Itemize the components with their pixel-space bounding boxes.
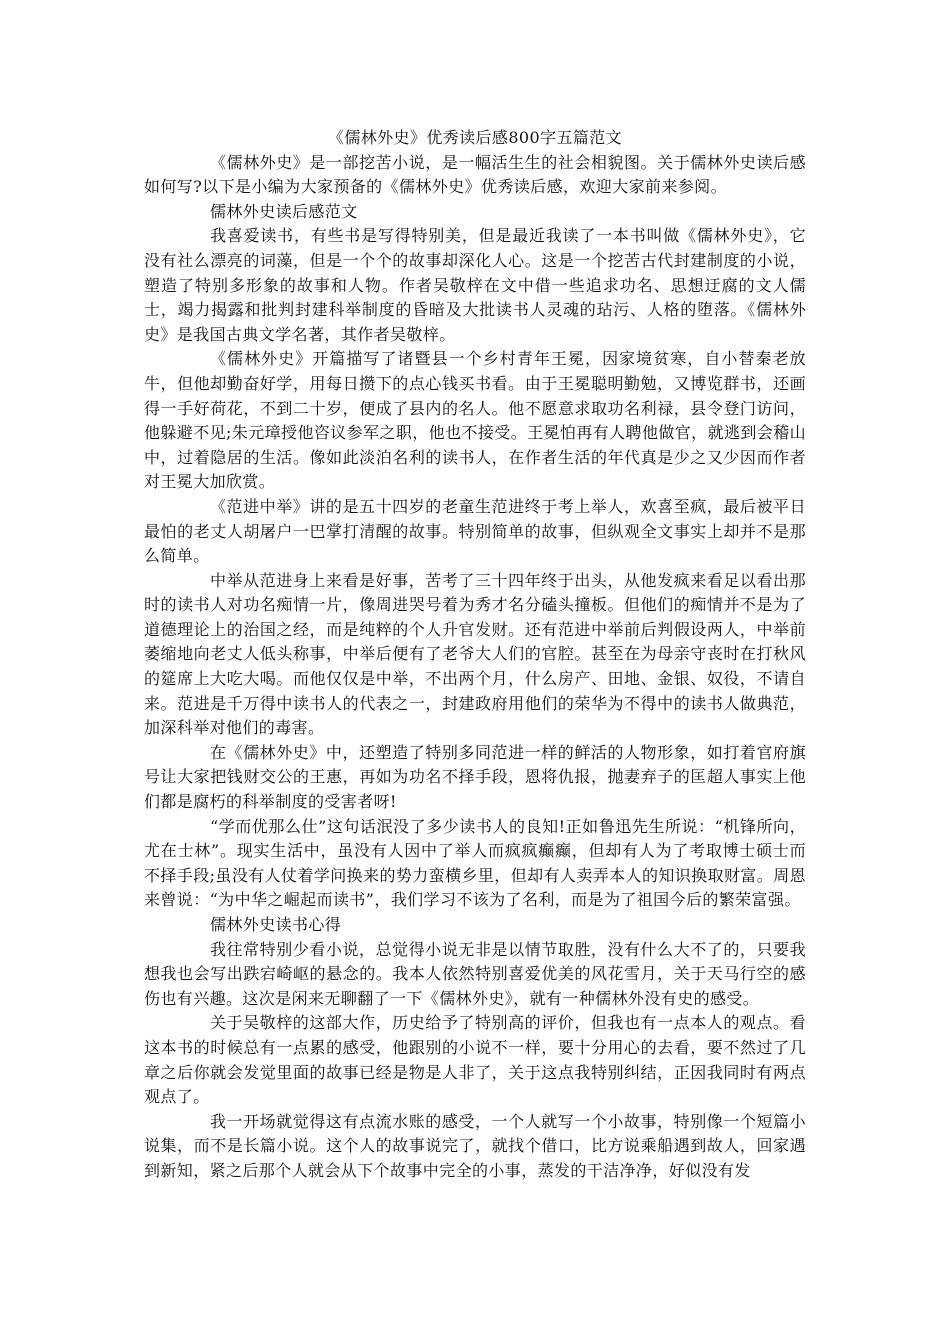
paragraph: 在《儒林外史》中，还塑造了特别多同范进一样的鲜活的人物形象，如打着官府旗号让大家把钱财交公的王惠，再如为功名不择手段，恩将仇报，抛妻弃子的匡超人事实上他们都是腐朽的科举制度的受害者呀! (144, 742, 806, 812)
paragraph: 我往常特别少看小说，总觉得小说无非是以情节取胜，没有什么大不了的，只要我想我也会写出跌宕崎岖的悬念的。我本人依然特别喜爱优美的风花雪月，关于天马行空的感伤也有兴趣。这次是闲来无聊翻了一下《儒林外史》，就有一种儒林外没有史的感受。 (144, 939, 806, 1008)
paragraph: 我喜爱读书，有些书是写得特别美，但是最近我读了一本书叫做《儒林外史》，它没有社么漂亮的词藻，但是一个个的故事却深化人心。这是一个挖苦古代封建制度的小说，塑造了特别多形象的故事和人物。作者吴敬梓在文中借一些追求功名、思想迂腐的文人儒士，竭力揭露和批判封建科举制度的昏暗及大批读书人灵魂的玷污、人格的堕落。《儒林外史》是我国古典文学名著，其作者吴敬梓。 (144, 226, 806, 344)
paragraph: 《儒林外史》是一部挖苦小说，是一幅活生生的社会相貌图。关于儒林外史读后感如何写?以下是小编为大家预备的《儒林外史》优秀读后感，欢迎大家前来参阅。 (144, 152, 806, 197)
paragraph: 我一开场就觉得这有点流水账的感受，一个人就写一个小故事，特别像一个短篇小说集，而不是长篇小说。这个人的故事说完了，就找个借口，比方说乘船遇到故人，回家遇到新知，紧之后那个人就会从下个故事中完全的小事，蒸发的干洁净净，好似没有发 (144, 1111, 806, 1180)
paragraph: “学而优那么仕”这句话泯没了多少读书人的良知!正如鲁迅先生所说：“机锋所向，尤在士林”。现实生活中，虽没有人因中了举人而疯疯癫癫，但却有人为了考取博士硕士而不择手段;虽没有人仗着学问换来的势力蛮横乡里，但却有人卖弄本人的知识换取财富。周恩来曾说：“为中华之崛起而读书”，我们学习不该为了名利，而是为了祖国今后的繁荣富强。 (144, 816, 806, 910)
paragraph-list (144, 151, 806, 1184)
paragraph: 《儒林外史》开篇描写了诸暨县一个乡村青年王冕，因家境贫寒，自小替秦老放牛，但他却勤奋好学，用每日攒下的点心钱买书看。由于王冕聪明勤勉，又博览群书，还画得一手好荷花，不到二十岁，便成了县内的名人。他不愿意求取功名利禄，县令登门访问，他躲避不见;朱元璋授他咨议参军之职，他也不接受。王冕怕再有人聘他做官，就逃到会稽山中，过着隐居的生活。像如此淡泊名利的读书人，在作者生活的年代真是少之又少因而作者对王冕大加欣赏。 (144, 349, 806, 492)
paragraph: 关于吴敬梓的这部大作，历史给予了特别高的评价，但我也有一点本人的观点。看这本书的时候总有一点累的感受，他跟别的小说不一样，要十分用心的去看，要不然过了几章之后你就会发觉里面的故事已经是物是人非了，关于这点我特别纠结，正因我同时有两点观点了。 (144, 1013, 806, 1107)
paragraph: 《范进中举》讲的是五十四岁的老童生范进终于考上举人，欢喜至疯，最后被平日最怕的老丈人胡屠户一巴掌打清醒的故事。特别简单的故事，但纵观全文事实上却并不是那么简单。 (144, 496, 806, 566)
document-body (144, 126, 806, 1184)
section-heading: 儒林外史读书心得 (210, 915, 342, 934)
paragraph: 中举从范进身上来看是好事，苦考了三十四年终于出头，从他发疯来看足以看出那时的读书人对功名痴情一片，像周进哭号着为秀才名分磕头撞板。但他们的痴情并不是为了道德理论上的治国之经，而是纯粹的个人升官发财。还有范进中举前后判假设两人，中举前萎缩地向老丈人低头称事，中举后便有了老爷大人们的官腔。甚至在为母亲守丧时在打秋风的筵席上大吃大喝。而他仅仅是中举，不出两个月，什么房产、田地、金银、奴役，不请自来。范进是千万得中读书人的代表之一，封建政府用他们的荣华为不得中的读书人做典范，加深科举对他们的毒害。 (144, 570, 806, 738)
document-title: 《儒林外史》优秀读后感800字五篇范文 (327, 128, 623, 147)
section-heading: 儒林外史读后感范文 (210, 201, 358, 221)
